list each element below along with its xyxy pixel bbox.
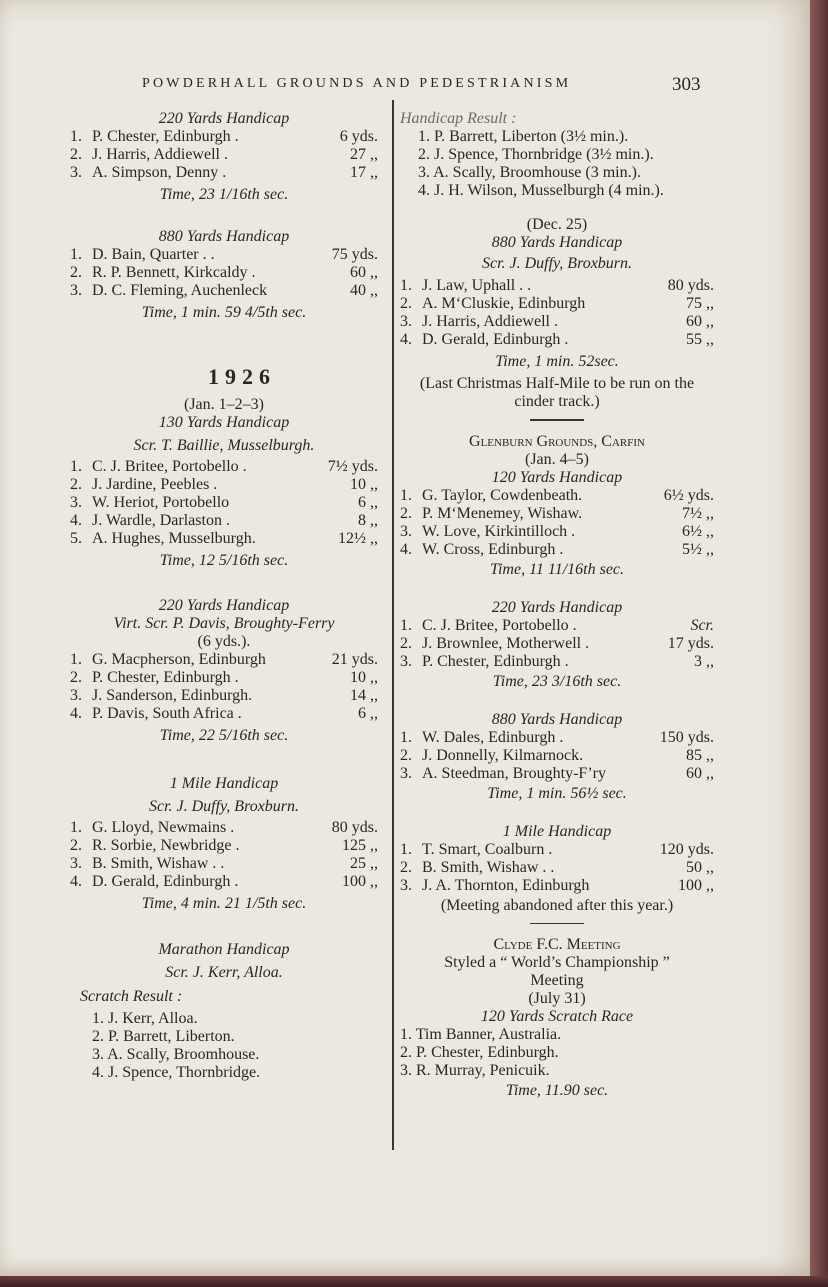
allowance: 6 yds. <box>339 128 378 145</box>
event-time: Time, 11.90 sec. <box>505 1082 609 1099</box>
event-time: Time, 1 min. 59 4/5th sec. <box>141 304 307 321</box>
place: 2. <box>70 264 82 281</box>
athlete: A. M‘Cluskie, Edinburgh <box>422 295 586 312</box>
book-edge-bottom <box>0 1276 828 1287</box>
athlete: J. Harris, Addiewell . <box>92 146 228 163</box>
allowance: 85 ,, <box>686 746 714 764</box>
result-line: 1. P. Barrett, Liberton (3½ min.). <box>418 128 629 145</box>
athlete: J. Brownlee, Motherwell . <box>422 634 590 652</box>
place: 3. <box>400 313 412 330</box>
place: 2. <box>70 146 82 163</box>
result-row <box>70 819 378 837</box>
place: 4. <box>70 512 82 529</box>
place: 1. <box>400 616 412 634</box>
event-time: Time, 1 min. 56½ sec. <box>487 784 627 802</box>
result-row <box>70 476 378 494</box>
result-row <box>400 841 714 859</box>
place: 5. <box>70 530 82 547</box>
meeting-heading: Glenburn Grounds, Carfin <box>469 432 645 450</box>
allowance: 80 yds. <box>667 277 714 294</box>
event-time: Time, 4 min. 21 1/5th sec. <box>141 895 307 912</box>
allowance: 10 ,, <box>350 669 378 686</box>
allowance: 60 ,, <box>686 313 714 330</box>
allowance: 100 ,, <box>342 873 378 890</box>
result-row <box>70 530 378 548</box>
allowance: 7½ yds. <box>327 458 378 475</box>
allowance: 50 ,, <box>686 858 714 876</box>
scratch-man: Scr. J. Duffy, Broxburn. <box>481 255 633 272</box>
allowance: 17 yds. <box>667 634 714 652</box>
athlete: J. Sanderson, Edinburgh. <box>92 687 253 704</box>
result-line: 1. Tim Banner, Australia. <box>400 1026 562 1043</box>
place: 4. <box>70 873 82 890</box>
result-row <box>400 729 714 747</box>
event-title: 880 Yards Handicap <box>158 228 290 245</box>
result-row <box>70 494 378 512</box>
allowance: 17 ,, <box>350 164 378 181</box>
result-row <box>400 541 714 559</box>
place: 1. <box>400 728 412 746</box>
result-label: Handicap Result : <box>400 110 517 127</box>
allowance: Scr. <box>690 616 714 634</box>
place: 3. <box>400 652 412 670</box>
athlete: D. C. Fleming, Auchenleck <box>92 282 268 299</box>
section-rule <box>530 923 584 925</box>
event-title: 220 Yards Handicap <box>158 110 290 127</box>
allowance: 21 yds. <box>331 651 378 668</box>
athlete: W. Heriot, Portobello <box>92 494 230 511</box>
athlete: D. Gerald, Edinburgh . <box>92 873 239 890</box>
event-time: Time, 1 min. 52sec. <box>495 353 619 370</box>
result-row <box>70 164 378 182</box>
event-note: (Meeting abandoned after this year.) <box>440 896 674 914</box>
allowance: 14 ,, <box>350 687 378 704</box>
place: 1. <box>400 840 412 858</box>
allowance: 60 ,, <box>350 264 378 281</box>
result-row <box>70 687 378 705</box>
result-line: 2. P. Barrett, Liberton. <box>92 1028 235 1045</box>
allowance: 27 ,, <box>350 146 378 163</box>
athlete: R. P. Bennett, Kirkcaldy . <box>92 264 256 281</box>
scratch-man: Scr. J. Duffy, Broxburn. <box>148 798 300 815</box>
result-row <box>70 458 378 476</box>
meeting-subtitle: Styled a “ World’s Championship ” <box>444 954 670 971</box>
result-row <box>400 331 714 349</box>
allowance: 6½ ,, <box>682 522 714 540</box>
result-line: 3. R. Murray, Penicuik. <box>400 1062 550 1079</box>
result-line: 3. A. Scally, Broomhouse (3 min.). <box>418 164 641 181</box>
place: 3. <box>400 876 412 894</box>
event-time: Time, 22 5/16th sec. <box>159 727 289 744</box>
athlete: W. Cross, Edinburgh . <box>422 540 564 558</box>
result-label: Scratch Result : <box>80 988 183 1005</box>
virtual-scratch: Virt. Scr. P. Davis, Broughty-Ferry <box>113 615 335 632</box>
place: 2. <box>70 476 82 493</box>
result-row <box>400 295 714 313</box>
result-row <box>70 282 378 300</box>
athlete: W. Dales, Edinburgh . <box>422 728 564 746</box>
meeting-dates: (Dec. 25) <box>526 216 588 233</box>
result-line: 2. P. Chester, Edinburgh. <box>400 1044 559 1061</box>
result-row <box>70 128 378 146</box>
place: 3. <box>70 855 82 872</box>
event-title: 130 Yards Handicap <box>158 414 290 431</box>
allowance: 75 ,, <box>686 295 714 312</box>
place: 2. <box>70 669 82 686</box>
place: 4. <box>400 540 412 558</box>
athlete: B. Smith, Wishaw . . <box>422 858 555 876</box>
place: 1. <box>70 128 82 145</box>
result-row <box>400 487 714 505</box>
place: 1. <box>70 651 82 668</box>
allowance: 6 ,, <box>358 494 378 511</box>
result-row <box>70 512 378 530</box>
athlete: J. Law, Uphall . . <box>422 277 532 294</box>
result-line: 1. J. Kerr, Alloa. <box>92 1010 198 1027</box>
athlete: W. Love, Kirkintilloch . <box>422 522 576 540</box>
place: 2. <box>400 858 412 876</box>
allowance: 60 ,, <box>686 764 714 782</box>
athlete: G. Lloyd, Newmains . <box>92 819 235 836</box>
athlete: J. Harris, Addiewell . <box>422 313 558 330</box>
place: 2. <box>400 504 412 522</box>
scratch-man: Scr. J. Kerr, Alloa. <box>165 964 283 981</box>
athlete: J. A. Thornton, Edinburgh <box>422 876 590 894</box>
meeting-dates: (Jan. 1–2–3) <box>184 396 264 413</box>
result-row <box>70 669 378 687</box>
result-row <box>400 765 714 783</box>
athlete: C. J. Britee, Portobello . <box>422 616 577 634</box>
allowance: 150 yds. <box>659 728 714 746</box>
place: 1. <box>400 277 412 294</box>
athlete: A. Simpson, Denny . <box>92 164 227 181</box>
event-title: 220 Yards Handicap <box>158 597 290 614</box>
page-number: 303 <box>672 74 701 95</box>
result-line: 2. J. Spence, Thornbridge (3½ min.). <box>418 146 654 163</box>
place: 1. <box>400 486 412 504</box>
athlete: A. Steedman, Broughty-F’ry <box>422 764 606 782</box>
place: 2. <box>400 295 412 312</box>
allowance: 125 ,, <box>342 837 378 854</box>
allowance: 25 ,, <box>350 855 378 872</box>
event-title: 120 Yards Handicap <box>491 468 623 486</box>
allowance: 7½ ,, <box>682 504 714 522</box>
result-line: 3. A. Scally, Broomhouse. <box>92 1046 260 1063</box>
allowance: 80 yds. <box>331 819 378 836</box>
book-edge <box>810 0 828 1287</box>
event-title: 120 Yards Scratch Race <box>480 1008 634 1025</box>
event-title: 880 Yards Handicap <box>491 710 623 728</box>
athlete: T. Smart, Coalburn . <box>422 840 553 858</box>
result-row <box>400 505 714 523</box>
athlete: G. Taylor, Cowdenbeath. <box>422 486 583 504</box>
allowance: 8 ,, <box>358 512 378 529</box>
athlete: B. Smith, Wishaw . . <box>92 855 225 872</box>
event-title: 1 Mile Handicap <box>169 775 279 792</box>
result-line: 4. J. H. Wilson, Musselburgh (4 min.). <box>418 182 664 199</box>
result-row <box>400 617 714 635</box>
place: 3. <box>70 687 82 704</box>
athlete: D. Bain, Quarter . . <box>92 246 215 263</box>
scratch-man: Scr. T. Baillie, Musselburgh. <box>133 437 315 454</box>
allowance: 120 yds. <box>659 840 714 858</box>
result-row <box>400 877 714 895</box>
result-row <box>70 146 378 164</box>
place: 3. <box>70 164 82 181</box>
allowance: 5½ ,, <box>682 540 714 558</box>
result-row <box>400 523 714 541</box>
event-note: (Last Christmas Half-Mile to be run on the cinder track.) <box>419 375 695 410</box>
athlete: D. Gerald, Edinburgh . <box>422 331 569 348</box>
allowance: 6½ yds. <box>663 486 714 504</box>
virtual-scratch-allowance: (6 yds.). <box>197 633 251 650</box>
allowance: 75 yds. <box>331 246 378 263</box>
allowance: 12½ ,, <box>338 530 378 547</box>
athlete: P. Chester, Edinburgh . <box>92 128 239 145</box>
result-row <box>400 277 714 295</box>
event-title: 220 Yards Handicap <box>491 598 623 616</box>
place: 4. <box>70 705 82 722</box>
result-row <box>400 747 714 765</box>
result-row <box>70 246 378 264</box>
meeting-heading: Clyde F.C. Meeting <box>493 936 621 953</box>
result-row <box>70 855 378 873</box>
result-row <box>400 635 714 653</box>
allowance: 55 ,, <box>686 331 714 348</box>
place: 2. <box>400 746 412 764</box>
column-divider <box>392 100 394 1150</box>
result-line: 4. J. Spence, Thornbridge. <box>92 1064 261 1081</box>
athlete: J. Jardine, Peebles . <box>92 476 218 493</box>
event-time: Time, 23 1/16th sec. <box>159 186 289 203</box>
place: 1. <box>70 458 82 475</box>
left-column <box>70 110 378 1082</box>
meeting-subtitle: Meeting <box>530 972 584 989</box>
athlete: R. Sorbie, Newbridge . <box>92 837 240 854</box>
result-row <box>400 653 714 671</box>
event-title: 1 Mile Handicap <box>502 822 612 840</box>
allowance: 10 ,, <box>350 476 378 493</box>
result-row <box>400 859 714 877</box>
athlete: J. Wardle, Darlaston . <box>92 512 230 529</box>
result-row <box>70 705 378 723</box>
place: 3. <box>70 494 82 511</box>
place: 3. <box>70 282 82 299</box>
event-title: Marathon Handicap <box>158 941 290 958</box>
place: 2. <box>400 634 412 652</box>
athlete: G. Macpherson, Edinburgh <box>92 651 266 668</box>
meeting-dates: (Jan. 4–5) <box>525 450 589 468</box>
result-row <box>70 873 378 891</box>
athlete: P. Davis, South Africa . <box>92 705 242 722</box>
place: 1. <box>70 246 82 263</box>
result-row <box>70 837 378 855</box>
place: 3. <box>400 764 412 782</box>
place: 1. <box>70 819 82 836</box>
section-rule <box>530 419 584 421</box>
place: 3. <box>400 522 412 540</box>
result-row <box>70 651 378 669</box>
meeting-dates: (July 31) <box>528 990 586 1007</box>
allowance: 6 ,, <box>358 705 378 722</box>
event-time: Time, 23 3/16th sec. <box>492 672 622 690</box>
right-column <box>400 110 714 1100</box>
allowance: 40 ,, <box>350 282 378 299</box>
year-heading: 1926 <box>208 364 276 389</box>
running-title: POWDERHALL GROUNDS AND PEDESTRIANISM <box>142 76 572 91</box>
athlete: J. Donnelly, Kilmarnock. <box>422 746 584 764</box>
athlete: P. Chester, Edinburgh . <box>422 652 569 670</box>
athlete: A. Hughes, Musselburgh. <box>92 530 256 547</box>
event-time: Time, 12 5/16th sec. <box>159 552 289 569</box>
result-row <box>400 313 714 331</box>
athlete: P. M‘Menemey, Wishaw. <box>422 504 583 522</box>
allowance: 3 ,, <box>694 652 714 670</box>
athlete: C. J. Britee, Portobello . <box>92 458 247 475</box>
place: 4. <box>400 331 412 348</box>
athlete: P. Chester, Edinburgh . <box>92 669 239 686</box>
place: 2. <box>70 837 82 854</box>
allowance: 100 ,, <box>678 876 714 894</box>
event-title: 880 Yards Handicap <box>491 234 623 251</box>
event-time: Time, 11 11/16th sec. <box>489 560 625 578</box>
result-row <box>70 264 378 282</box>
